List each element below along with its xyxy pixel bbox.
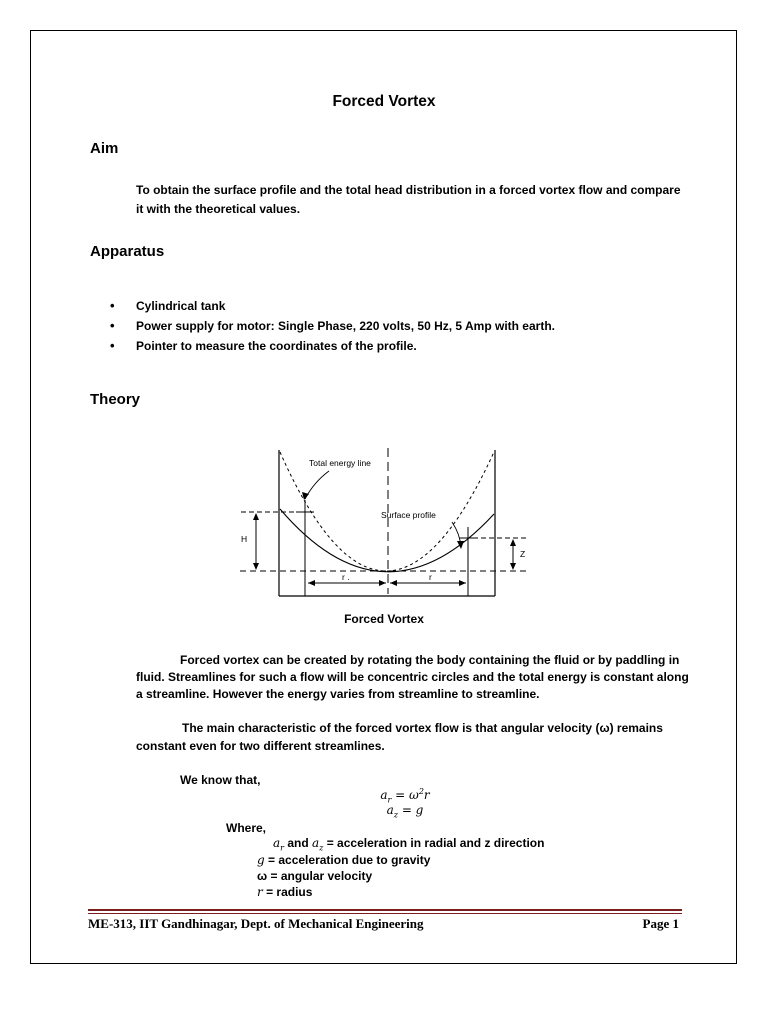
h-label: H bbox=[241, 534, 248, 544]
footer-rule-thin bbox=[88, 913, 682, 914]
def1-text: = acceleration in radial and z direction bbox=[323, 836, 545, 850]
definition-angular-velocity bbox=[257, 869, 372, 883]
page-title: Forced Vortex bbox=[332, 93, 436, 110]
we-know-text: We know that, bbox=[180, 773, 261, 787]
r-left-label: r . bbox=[342, 572, 350, 582]
definition-acceleration bbox=[273, 836, 544, 852]
def1-sym-a: a bbox=[273, 836, 281, 850]
r-right-arrow-1 bbox=[390, 580, 397, 586]
def1-sym-b: a bbox=[312, 836, 320, 850]
def3-sym: ω bbox=[257, 869, 268, 883]
definition-radius bbox=[257, 885, 312, 899]
apparatus-item: • Pointer to measure the coordinates of the profile. bbox=[110, 336, 555, 356]
total-energy-label: Total energy line bbox=[309, 458, 371, 468]
def2-sym: g bbox=[257, 853, 265, 867]
def3-text: = angular velocity bbox=[267, 869, 373, 883]
h-arrow-down bbox=[253, 563, 259, 570]
eq2-rhs: = g bbox=[401, 803, 424, 817]
eq2-lhs: a bbox=[386, 803, 394, 817]
equation-vertical bbox=[305, 803, 505, 819]
eq1-lhs: a bbox=[380, 788, 388, 802]
r-right-arrow-2 bbox=[459, 580, 466, 586]
apparatus-item: • Power supply for motor: Single Phase, 220 volts, 50 Hz, 5 Amp with earth. bbox=[110, 316, 555, 336]
def2-text: = acceleration due to gravity bbox=[264, 853, 431, 867]
def4-text: = radius bbox=[262, 885, 313, 899]
eq1-sup: 2 bbox=[418, 787, 424, 796]
theory-heading: Theory bbox=[90, 391, 141, 408]
r-right-label: r bbox=[429, 572, 432, 582]
apparatus-heading: Apparatus bbox=[90, 243, 165, 260]
apparatus-item: • Cylindrical tank bbox=[110, 296, 555, 316]
def1-sub-b: z bbox=[319, 843, 324, 853]
equation-radial bbox=[305, 787, 505, 804]
eq2-lhs-sub: z bbox=[393, 810, 398, 820]
definition-gravity bbox=[257, 853, 430, 867]
theory-p2-line-1: The main characteristic of the forced vortex flow is that angular velocity (ω) remains bbox=[182, 721, 663, 735]
surface-profile-arrow bbox=[457, 541, 464, 549]
forced-vortex-diagram bbox=[235, 440, 535, 608]
aim-heading: Aim bbox=[90, 140, 119, 157]
footer-page-number: Page 1 bbox=[642, 916, 679, 931]
theory-p1-line-2: fluid. Streamlines for such a flow will be concentric circles and the total energy is constant along bbox=[136, 670, 689, 684]
total-energy-leader bbox=[305, 471, 329, 499]
eq1-rhs: = ω bbox=[395, 788, 419, 802]
footer-rule bbox=[88, 909, 682, 911]
def4-sym: r bbox=[257, 885, 263, 899]
r-left-arrow-1 bbox=[308, 580, 315, 586]
surface-profile-label: Surface profile bbox=[381, 510, 436, 520]
figure-caption: Forced Vortex bbox=[344, 612, 424, 626]
eq1-tail: r bbox=[423, 788, 430, 802]
aim-line-1: To obtain the surface profile and the total head distribution in a forced vortex flow and compare bbox=[136, 183, 681, 197]
def1-sub-a: r bbox=[280, 843, 284, 853]
z-label: Z bbox=[520, 549, 526, 559]
z-arrow-down bbox=[510, 563, 516, 570]
theory-p1-line-3: a streamline. However the energy varies from streamline to streamline. bbox=[136, 687, 540, 701]
eq1-lhs-sub: r bbox=[387, 795, 392, 805]
def1-and: and bbox=[283, 836, 312, 850]
h-arrow-up bbox=[253, 513, 259, 520]
where-text: Where, bbox=[226, 821, 267, 835]
apparatus-list bbox=[110, 296, 555, 356]
r-left-arrow-2 bbox=[379, 580, 386, 586]
theory-p1-line-1: Forced vortex can be created by rotating the body containing the fluid or by paddling in bbox=[180, 653, 680, 667]
aim-line-2: it with the theoretical values. bbox=[136, 202, 301, 216]
z-arrow-up bbox=[510, 539, 516, 546]
theory-p2-line-2: constant even for two different streamlines. bbox=[136, 739, 385, 753]
footer-course-info: ME-313, IIT Gandhinagar, Dept. of Mechanical Engineering bbox=[88, 916, 424, 931]
